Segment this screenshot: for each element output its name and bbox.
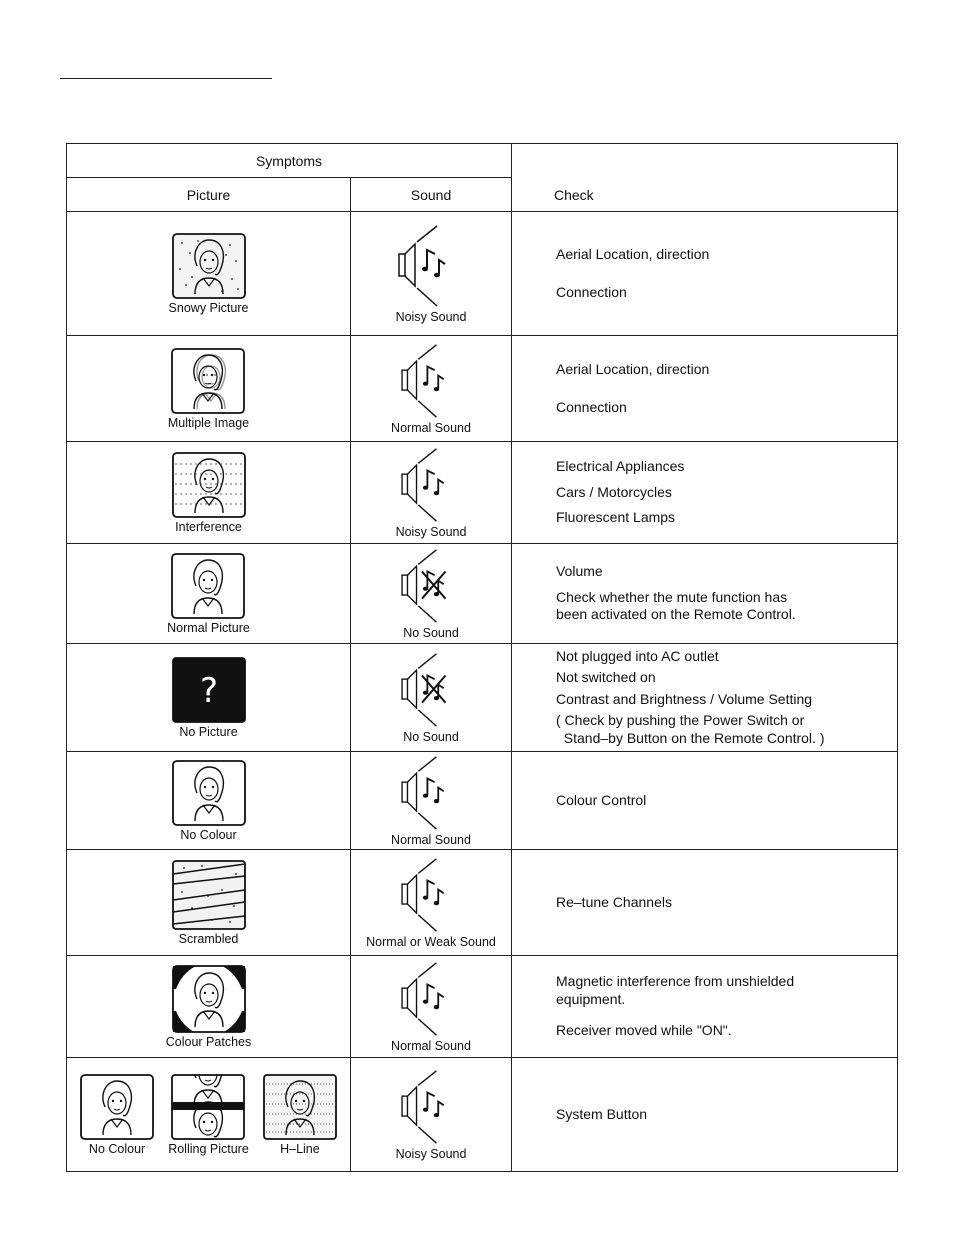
check-item: System Button xyxy=(556,1105,648,1122)
picture-caption: Snowy Picture xyxy=(168,300,249,315)
table-row xyxy=(67,544,898,644)
check-item: Electrical Appliances xyxy=(556,458,685,475)
symptoms-header: Symptoms xyxy=(67,144,512,178)
check-cell xyxy=(512,544,898,644)
speaker-notes-icon xyxy=(391,447,471,523)
table-row xyxy=(67,442,898,544)
check-item: Aerial Location, direction xyxy=(556,361,710,377)
sound-header: Sound xyxy=(351,178,512,212)
sound-caption: Normal or Weak Sound xyxy=(366,934,496,949)
check-item: Not plugged into AC outlet xyxy=(556,647,719,664)
sound-caption: Noisy Sound xyxy=(395,1146,467,1161)
check-item: Volume xyxy=(556,563,603,580)
check-item: Aerial Location, direction xyxy=(556,246,710,262)
check-item: Stand–by Button on the Remote Control. ) xyxy=(556,729,825,746)
table-row xyxy=(67,644,898,752)
check-cell xyxy=(512,212,898,336)
rolling-screen-icon xyxy=(171,1074,245,1140)
picture-caption: Normal Picture xyxy=(167,620,250,635)
top-rule xyxy=(60,78,272,79)
speaker-notes-icon xyxy=(391,961,471,1037)
check-item: Fluorescent Lamps xyxy=(556,509,676,526)
sound-caption: Normal Sound xyxy=(391,832,471,847)
scrambled-screen-icon xyxy=(172,860,246,930)
sound-caption: No Sound xyxy=(403,729,459,744)
picture-caption: No Picture xyxy=(179,724,238,739)
snowy-screen-icon xyxy=(172,233,246,299)
check-item: Check whether the mute function has xyxy=(556,588,788,605)
sound-caption: Normal Sound xyxy=(391,420,471,435)
speaker-muted-icon xyxy=(391,548,471,624)
hline-screen-icon xyxy=(263,1074,337,1140)
check-cell xyxy=(512,956,898,1058)
check-item: Receiver moved while "ON". xyxy=(556,1022,732,1039)
check-item: Magnetic interference from unshielded xyxy=(556,973,795,990)
check-item: Re–tune Channels xyxy=(556,893,672,910)
speaker-notes-icon xyxy=(391,755,471,831)
check-cell xyxy=(512,850,898,956)
check-header: Check xyxy=(512,144,898,212)
check-cell xyxy=(512,442,898,544)
colour-patches-screen-icon xyxy=(172,965,246,1033)
table-row xyxy=(67,752,898,850)
sound-caption: No Sound xyxy=(403,625,459,640)
check-item: equipment. xyxy=(556,990,626,1007)
svg-text:?: ? xyxy=(199,670,218,711)
check-cell xyxy=(512,336,898,442)
check-item: Cars / Motorcycles xyxy=(556,483,672,500)
sound-caption: Normal Sound xyxy=(391,1038,471,1053)
table-row xyxy=(67,212,898,336)
picture-caption: H–Line xyxy=(280,1141,320,1156)
check-item: Connection xyxy=(556,283,627,300)
picture-caption: Rolling Picture xyxy=(168,1141,249,1156)
normal-screen-icon xyxy=(80,1074,154,1140)
check-cell xyxy=(512,644,898,752)
check-item: been activated on the Remote Control. xyxy=(556,606,796,623)
check-cell xyxy=(512,1058,898,1172)
picture-caption: No Colour xyxy=(88,1141,146,1156)
troubleshooting-table xyxy=(66,143,898,1172)
speaker-notes-icon xyxy=(391,343,471,419)
picture-caption: No Colour xyxy=(180,827,237,842)
table-row xyxy=(67,850,898,956)
normal-screen-icon xyxy=(172,760,246,826)
speaker-notes-icon xyxy=(391,1069,471,1145)
picture-caption: Scrambled xyxy=(178,931,239,946)
ghost-screen-icon xyxy=(171,348,245,414)
check-item: Colour Control xyxy=(556,791,647,808)
check-cell xyxy=(512,752,898,850)
picture-header: Picture xyxy=(67,178,351,212)
speaker-notes-icon xyxy=(391,857,471,933)
picture-caption: Colour Patches xyxy=(165,1034,252,1049)
table-row xyxy=(67,1058,898,1172)
check-item: ( Check by pushing the Power Switch or xyxy=(556,712,805,729)
check-item: Connection xyxy=(556,398,627,415)
blank-screen-icon xyxy=(172,657,246,723)
sound-caption: Noisy Sound xyxy=(395,309,467,324)
picture-caption: Interference xyxy=(175,519,242,534)
table-row xyxy=(67,336,898,442)
table-row xyxy=(67,956,898,1058)
sound-caption: Noisy Sound xyxy=(395,524,467,539)
check-item: Not switched on xyxy=(556,669,656,686)
normal-screen-icon xyxy=(171,553,245,619)
picture-caption: Multiple Image xyxy=(167,415,250,430)
speaker-notes-icon xyxy=(391,224,471,308)
interference-screen-icon xyxy=(172,452,246,518)
check-item: Contrast and Brightness / Volume Setting xyxy=(556,690,813,707)
speaker-muted-icon xyxy=(391,652,471,728)
